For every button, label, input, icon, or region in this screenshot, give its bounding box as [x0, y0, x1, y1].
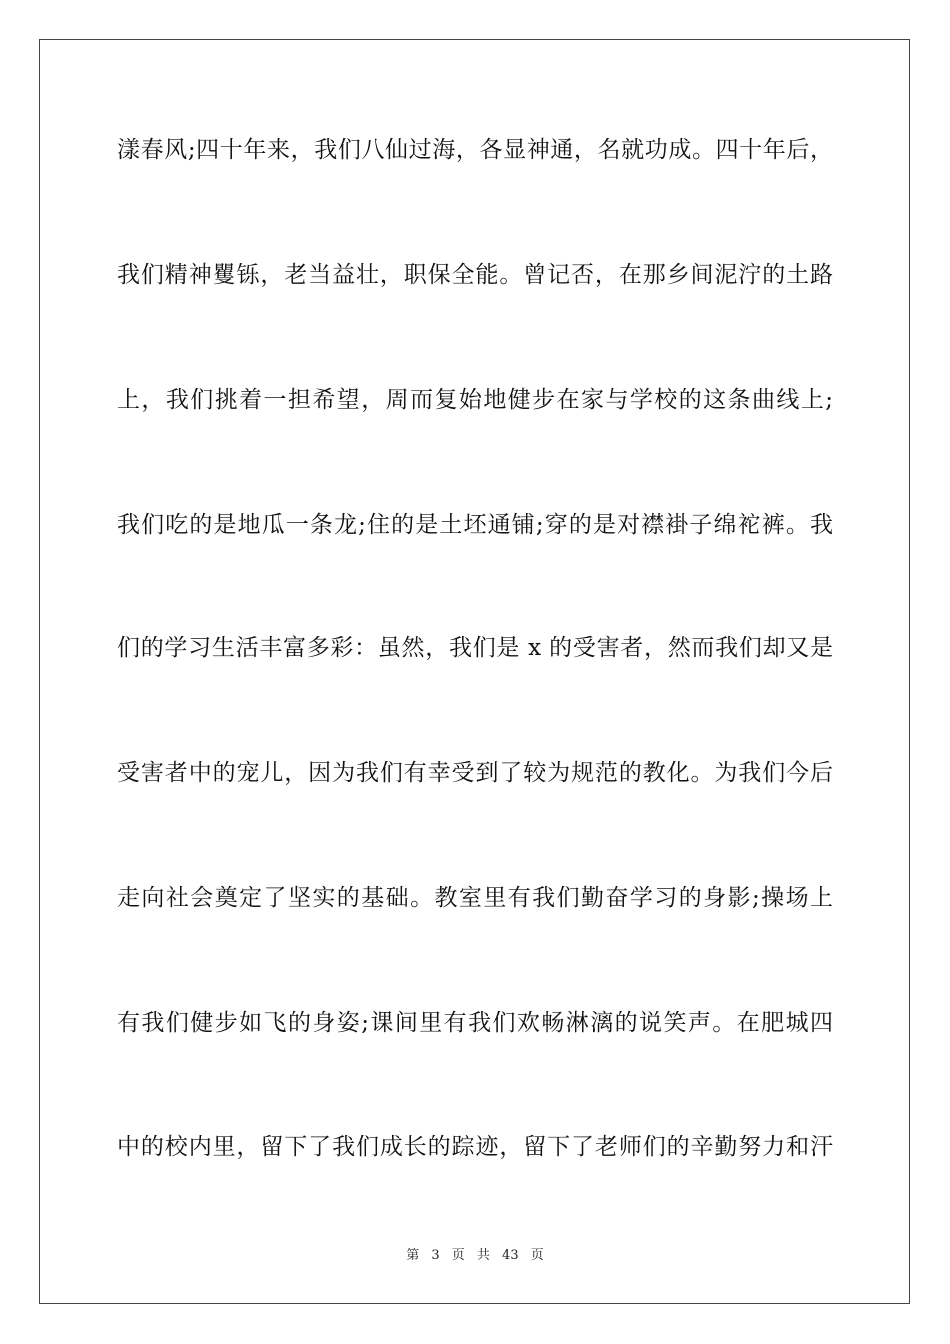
body-text-line: 漾春风;四十年来，我们八仙过海，各显神通，名就功成。四十年后， [117, 137, 833, 163]
body-text-line: 受害者中的宠儿，因为我们有幸受到了较为规范的教化。为我们今后 [117, 760, 833, 786]
body-text-line: 上，我们挑着一担希望，周而复始地健步在家与学校的这条曲线上; [117, 387, 833, 413]
body-text-line: 们的学习生活丰富多彩：虽然，我们是 x 的受害者，然而我们却又是 [117, 635, 833, 661]
body-text-line: 我们吃的是地瓜一条龙;住的是土坯通铺;穿的是对襟褂子绵袉裤。我 [117, 512, 833, 538]
body-text-line: 中的校内里，留下了我们成长的踪迹，留下了老师们的辛勤努力和汗 [117, 1134, 833, 1160]
page-number-footer: 第 3 页 共 43 页 [406, 1248, 544, 1263]
body-text-line: 走向社会奠定了坚实的基础。教室里有我们勤奋学习的身影;操场上 [117, 885, 833, 911]
page-border [39, 39, 910, 1304]
body-text-line: 有我们健步如飞的身姿;课间里有我们欢畅淋漓的说笑声。在肥城四 [117, 1010, 833, 1036]
body-text-line: 我们精神矍铄，老当益壮，职保全能。曾记否，在那乡间泥泞的土路 [117, 262, 833, 288]
